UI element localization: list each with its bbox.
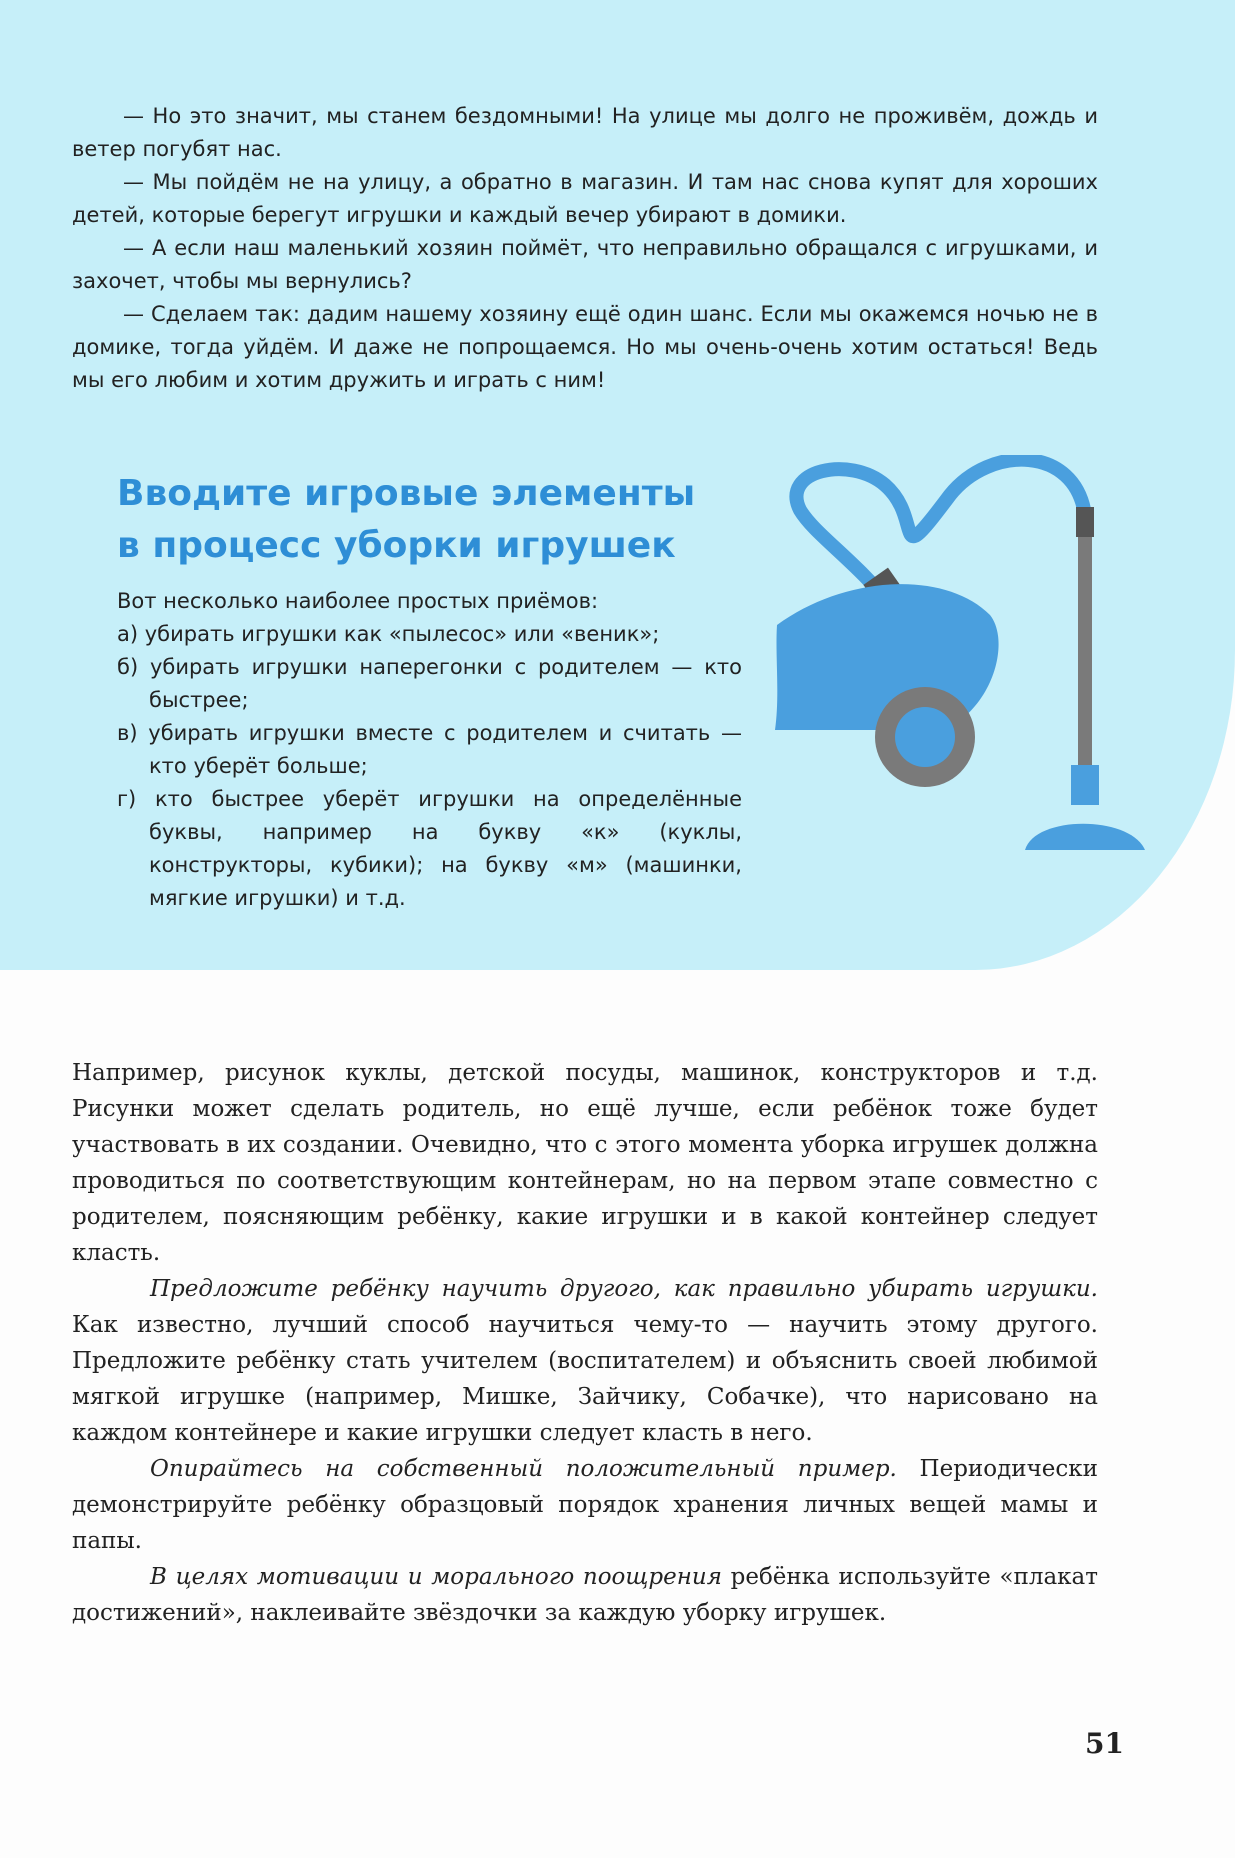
tip-item: г) кто быстрее уберёт игрушки на определённые буквы, например на букву «к» (куклы, конструкторы, кубики); на букву «м» (машинки, мягкие игрушки) и т.д. <box>117 787 742 910</box>
paragraph <box>72 1559 1098 1631</box>
vacuum-wheel-hub <box>895 707 955 767</box>
dialogue-line: — Сделаем так: дадим нашему хозяину ещё один шанс. Если мы окажемся ночью не в домике, тогда уйдём. И даже не попрощаемся. Но мы очень-очень хотим остаться! Ведь мы его любим и хотим дружить и играть с ним! <box>72 302 1098 392</box>
paragraph <box>72 1271 1098 1451</box>
dialogue-line: — А если наш маленький хозяин поймёт, что неправильно обращался с игрушками, и захочет, чтобы мы вернулись? <box>72 236 1098 293</box>
paragraph-text: ребёнка используйте «плакат достижений», наклеивайте звёздочки за каждую уборку игрушек. <box>72 1564 1098 1626</box>
paragraph-emphasis: Предложите ребёнку научить другого, как правильно убирать игрушки. <box>150 1276 1098 1302</box>
tip-item: а) убирать игрушки как «пылесос» или «веник»; <box>117 622 660 646</box>
vacuum-tube <box>1078 537 1092 767</box>
paragraph-text: Как известно, лучший способ научиться чему-то — научить этому другого. Предложите ребёнку стать учителем (воспитателем) и объяснить своей любимой мягкой игрушке (например, Мишке, Зайчику, Собачке), что нарисовано на каждом контейнере и какие игрушки следует класть в него. <box>72 1312 1098 1446</box>
vacuum-cleaner-icon <box>775 455 1195 875</box>
tip-item: б) убирать игрушки наперегонки с родителем — кто быстрее; <box>117 655 742 712</box>
tip-list <box>117 585 742 915</box>
vacuum-handle-top <box>1076 507 1094 537</box>
vacuum-tube-base <box>1071 765 1099 805</box>
tip-heading-line-2: в процесс уборки игрушек <box>117 525 676 566</box>
tip-item: в) убирать игрушки вместе с родителем и считать — кто уберёт больше; <box>117 721 742 778</box>
paragraph: Например, рисунок куклы, детской посуды, машинок, конструкторов и т.д. Рисунки может сделать родитель, но ещё лучше, если ребёнок тоже будет участвовать в их создании. Очевидно, что с этого момента уборка игрушек должна проводиться по соответствующим контейнерам, но на первом этапе совместно с родителем, поясняющим ребёнку, какие игрушки и в какой контейнер следует класть. <box>72 1060 1098 1266</box>
main-text <box>72 1055 1098 1631</box>
page-number: 51 <box>1085 1727 1124 1760</box>
tip-intro: Вот несколько наиболее простых приёмов: <box>117 589 599 613</box>
paragraph-emphasis: В целях мотивации и морального поощрения <box>150 1564 722 1590</box>
vacuum-hose <box>796 460 1085 610</box>
paragraph <box>72 1451 1098 1559</box>
dialogue-block <box>72 100 1098 397</box>
dialogue-line: — Мы пойдём не на улицу, а обратно в магазин. И там нас снова купят для хороших детей, которые берегут игрушки и каждый вечер убирают в домики. <box>72 170 1098 227</box>
tip-heading-line-1: Вводите игровые элементы <box>117 473 696 514</box>
tip-heading <box>117 468 777 572</box>
paragraph-text: Периодически демонстрируйте ребёнку образцовый порядок хранения личных вещей мамы и папы. <box>72 1456 1098 1554</box>
dialogue-line: — Но это значит, мы станем бездомными! На улице мы долго не проживём, дождь и ветер погубят нас. <box>72 104 1098 161</box>
paragraph-emphasis: Опирайтесь на собственный положительный пример. <box>150 1456 897 1482</box>
vacuum-nozzle <box>1025 824 1145 850</box>
